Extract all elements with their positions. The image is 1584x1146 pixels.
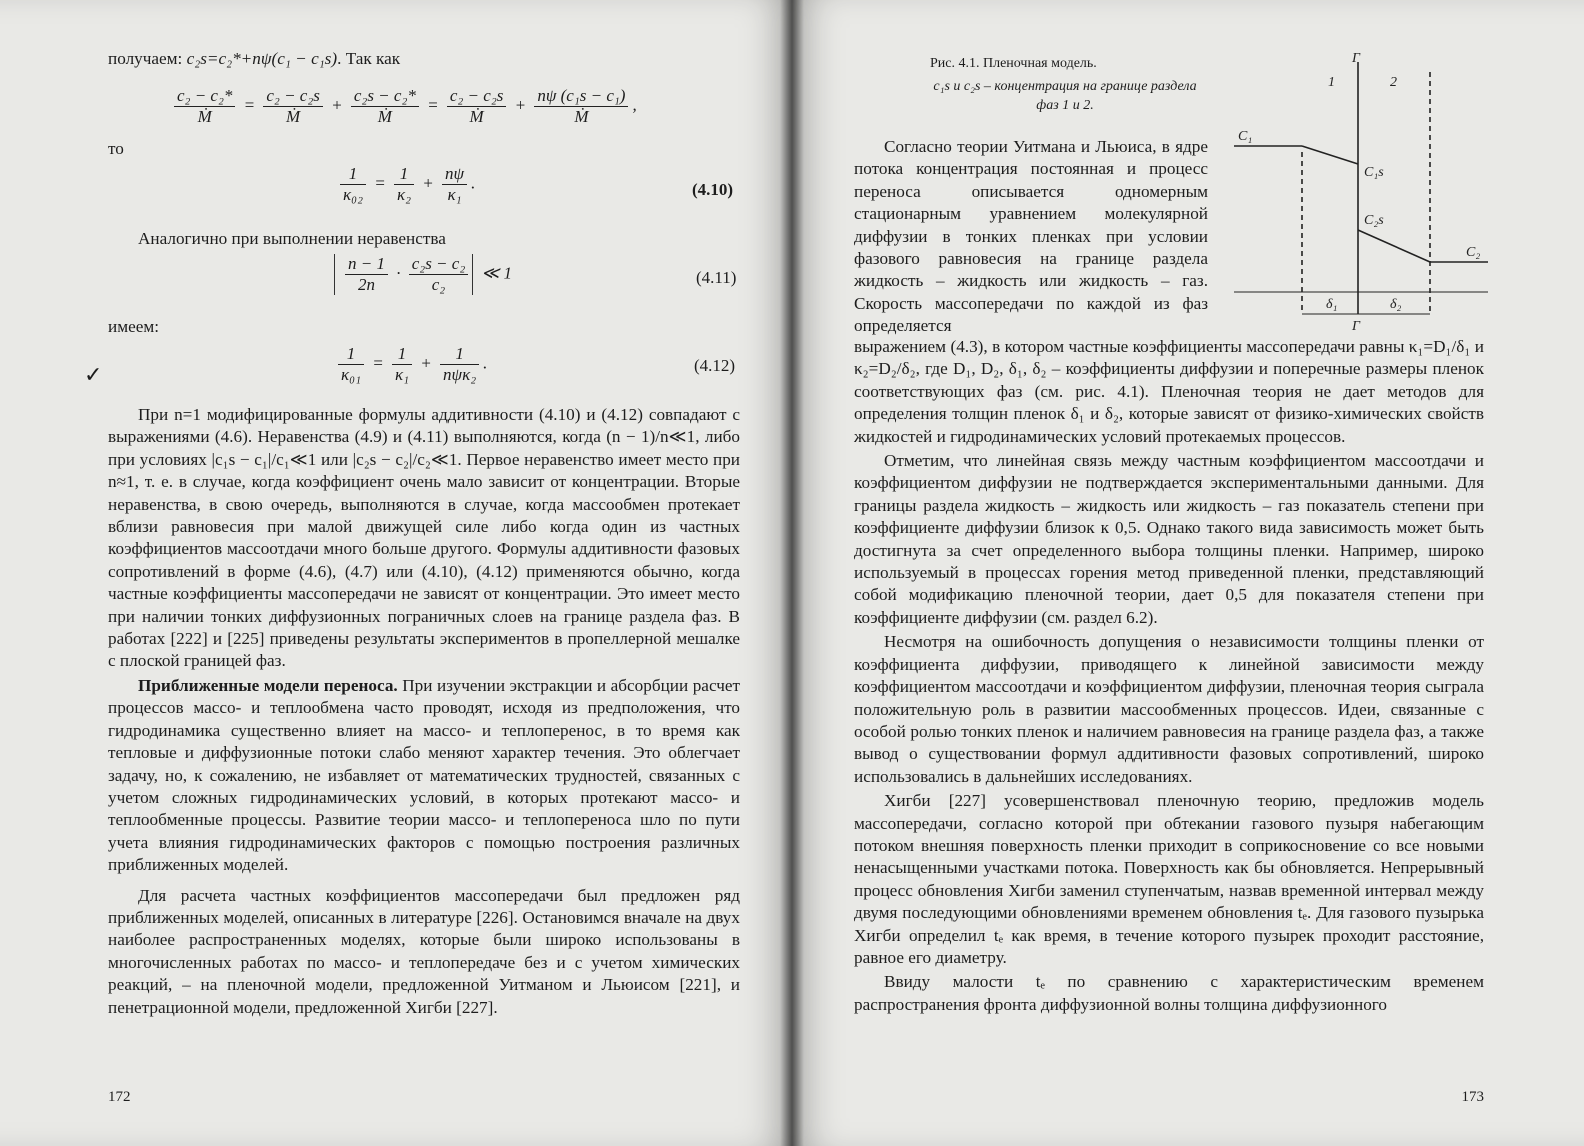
page-number-left: 172 [108,1089,131,1105]
film-model-figure [1230,52,1550,332]
analog-text: Аналогично при выполнении неравенства [138,229,446,248]
frac-denominator: nψκ₂ [443,365,477,384]
frac-denominator: Ṁ [286,107,301,126]
equation-4-12: $\frac{1}{\text{κ₀₁}}$ = $\frac{1}{\text{κ₁}}$ + $\frac{1}{\text{nψκ₂}}$ . [334,344,487,385]
frac-denominator: κ₀₂ [343,185,363,204]
paragraph-whitman-lewis-rest: выражением (4.3), в котором частные коэффициенты массопередачи равны κ₁=D₁/δ₁ и κ₂=D₂/δ₂, где D₁, D₂, δ₁, δ₂ – коэффициенты диффузии и поперечные размеры пленок соответствующих фаз (см. рис. 4.1). Пленочная теория не дает методов для определения толщин пленок δ₁ и δ₂, которые зависят от физико-химических свойств жидкостей и гидродинамических условий протекаемых процессов. [854,337,1484,446]
equation-number-4-10: (4.10) [692,180,734,199]
frac-numerator: c₂ − c₂s [447,86,507,107]
frac-numerator: n − 1 [345,254,388,275]
page-number-right: 173 [1461,1089,1484,1105]
frac-numerator: c₂s − c₂ [409,254,469,275]
c2s-label: C₂s [1364,213,1384,228]
left-body [108,404,740,1019]
to-word-text: то [108,139,124,158]
paragraph-film-theory-role: Несмотря на ошибочность допущения о независимости толщины пленки от коэффициента диффузии, приводящего к линейной зависимости между коэффициентом массоотдачи и коэффициентом диффузии, пленочная теория сыграла положительную роль в развитии массообменных процессов. Идеи, связанные с особой ролью тонких пленок и наличием равновесия на границе раздела фаз, а также вывод о существовании формул аддитивности фазовых сопротивлений, широко использовались в дальнейших исследованиях. [854,632,1484,786]
frac-denominator: κ₁ [394,365,410,384]
paragraph-higbie: Хигби [227] усовершенствовал пленочную теорию, предложив модель массопередачи, согласно которой при обтекании газового пузыря набегающим потоком внешняя поверхность пленки приходит в соприкосновение со все новыми ненасыщенными участками потока. Поверхность как бы обновляется. Непрерывный процесс обновления Хигби заменил ступенчатым, назвав временной интервал между двумя последующими обновлениями временем обновления tₑ. Для газового пузырька Хигби определил tₑ как время, в течение которого пузырек проходит расстояние, равное его диаметру. [854,791,1484,967]
frac-numerator: c₂ − c₂s [263,86,323,107]
paragraph-approx-models [108,675,740,877]
c2-film-line [1358,230,1430,262]
book-gutter [780,0,804,1146]
frac-numerator: nψ [442,164,467,185]
equation-number-4-12: (4.12) [694,356,736,375]
pencil-mark: ✓ [84,362,103,387]
frac-denominator: Ṁ [469,107,484,126]
frac-numerator: c₂s − c₂* [351,86,419,107]
imeem-line [108,316,159,338]
delta2-label: δ₂ [1390,297,1402,312]
intro-suffix: . Так как [337,49,401,68]
intro-formula: c₂s=c₂*+nψ(c₁ − c₁s) [186,49,338,68]
caption-body: c₁s и c₂s – концентрация на границе раздела фаз 1 и 2. [933,79,1197,113]
right-body [854,336,1484,1016]
frac-numerator: nψ (c₁s − c₁) [534,86,628,107]
figure-caption [930,54,1200,115]
frac-denominator: κ₂ [396,185,412,204]
frac-denominator: Ṁ [574,107,589,126]
phase-2-label: 2 [1390,75,1397,90]
to-word [108,138,124,160]
section-heading: Приближенные модели переноса. [138,675,398,695]
analog-line [138,228,446,250]
frac-denominator: Ṁ [377,107,392,126]
paragraph-approx-text: При изучении экстракции и абсорбции расчет процессов массо- и теплообмена часто проводят, исходя из предположения, что гидродинамика существенно влияет на массо- и теплоперенос, в то время как тепловые и диффузионные потоки слабо меняют характер течения. Это облегчает задачу, но, к сожалению, не избавляет от математических трудностей, связанных с учетом сложных гидродинамических условий, в которых протекают массо- и теплообменные процессы. Развитие теории массо- и теплопереноса шло по пути учета влияния гидродинамических факторов с помощью построения различных приближенных моделей. [108,675,741,875]
figure-lines [1234,62,1488,314]
frac-denominator: c₂ [431,275,446,294]
imeem-text: имеем: [108,317,159,336]
delta1-label: δ₁ [1326,297,1338,312]
frac-denominator: Ṁ [197,107,212,126]
frac-denominator: κ₀₁ [341,365,361,384]
frac-denominator: κ₁ [447,185,462,204]
frac-numerator: 1 [392,344,412,365]
c2-label: C₂ [1466,245,1481,260]
inequality-relation: ≪ 1 [481,263,513,283]
frac-numerator: 1 [340,164,366,185]
equation-4-11: $\frac{n - 1}{2n}$ · $\frac{\text{c₂s − c₂}}{\text{c₂}}$ ≪ 1 [334,254,512,295]
intro-prefix: получаем: [108,49,183,68]
intro-line [108,48,748,70]
right-page [792,0,1584,1146]
gamma-top-label: Г [1352,52,1360,66]
c1-label: C₁ [1238,129,1253,144]
frac-numerator: 1 [338,344,364,365]
paragraph-whitman-lewis-start: Согласно теории Уитмана и Льюиса, в ядре потока концентрация постоянная и процесс переноса описывается одномерным стационарным уравнением молекулярной диффузии в тонких пленках при условии фазового равновесия на границе раздела жидкость – жидкость или жидкость – газ. Скорость массопередачи по каждой из фаз определяется [854,137,1208,336]
paragraph-diffusion-front: Ввиду малости tₑ по сравнению с характеристическим временем распространения фронта диффузионной волны толщина диффузионного [854,972,1484,1014]
caption-title: Рис. 4.1. Пленочная модель. [930,56,1097,71]
frac-numerator: c₂ − c₂* [174,86,235,107]
equation-4-10: $\frac{1}{\text{κ₀₂}}$ = $\frac{1}{\text{κ₂}}$ + $\frac{n\psi}{\text{κ₁}}$ . [336,164,475,205]
paragraph-additivity: При n=1 модифицированные формулы аддитивности (4.10) и (4.12) совпадают с выражениями (4.6). Неравенства (4.9) и (4.11) выполняются, когда (n − 1)/n≪1, либо при условиях |c₁s − c₁|/c₁≪1 или |c₂s − c₂|/c₂≪1. Первое неравенство имеет место при n≈1, т. е. в случае, когда коэффициент очень мало зависит от концентрации. Вторые неравенства, в свою очередь, выполняются в случае, когда массообмен протекает вблизи равновесия при малой движущей силе либо когда один из частных коэффициентов массоотдачи много больше другого. Формулы аддитивности фазовых сопротивлений в форме (4.6), (4.7) или (4.10), (4.12) применяются обычно, когда частные коэффициенты массопередачи не зависят от концентрации. Это имеет место при наличии тонких диффузионных пограничных слоев на границе раздела фаз. В работах [222] и [225] приведены результаты экспериментов в пропеллерной мешалке с плоской границей фаз. [108,405,740,671]
gamma-bottom-label: Г [1352,319,1360,332]
paragraph-models-list: Для расчета частных коэффициентов массопередачи был предложен ряд приближенных моделей, описанных в литературе [226]. Остановимся вначале на двух наиболее распространенных моделях, которые были широко использованы в многочисленных работах по массо- и теплопередаче без и с учетом химических реакций, – на пленочной модели, предложенной Уитманом и Льюисом [221], и пенетрационной модели, предложенной Хигби [227]. [108,885,740,1017]
frac-numerator: 1 [394,164,414,185]
frac-numerator: 1 [440,344,479,365]
phase-1-label: 1 [1328,75,1335,90]
c1s-label: C₁s [1364,165,1384,180]
paragraph-linear-relation: Отметим, что линейная связь между частным коэффициентом массоотдачи и коэффициентом диффузии не подтверждается экспериментальными данными. Для границы раздела жидкость – жидкость или жидкость – газ показатель степени при коэффициенте диффузии близок к 0,5. Однако такого вида зависимость может быть достигнута за счет определенного выбора толщины пленки. Например, широко используемый в процессах горения метод приведенной пленки, представляющий собой модификацию пленочной теории, дает 0,5 для показателя степени при коэффициенте диффузии (см. раздел 6.2). [854,451,1484,627]
c1-film-line [1302,146,1358,164]
equation-number-4-11: (4.11) [696,268,737,287]
main-equation: $\frac{\text{c₂ − c₂*}}{\text{Ṁ}}$ = $\frac{\text{c₂ − c₂s}}{\text{Ṁ}}$ + $\frac{\text{c₂s − c₂*}}{\text{Ṁ}}$ = $\frac{\text{c₂ − c₂s}}{\text{Ṁ}}$ + $\frac{\text{nψ (c₁s − c₁)}}{\text{Ṁ}}$ , [170,86,637,127]
right-narrow-text [854,136,1208,338]
frac-denominator: 2n [357,275,375,294]
